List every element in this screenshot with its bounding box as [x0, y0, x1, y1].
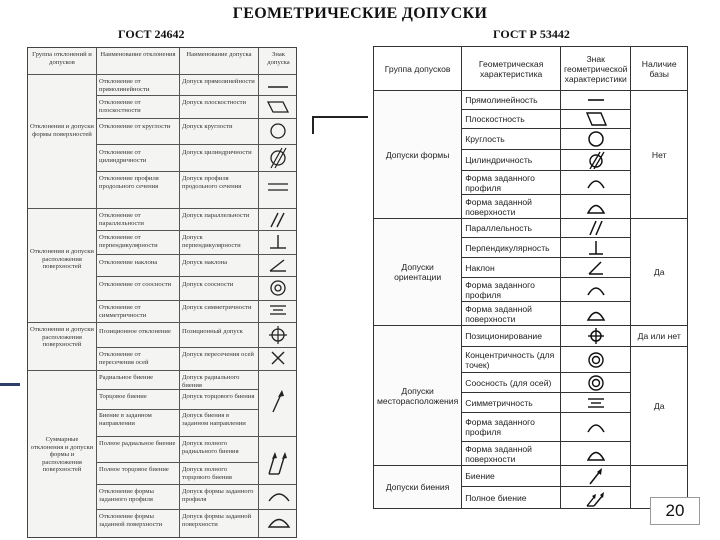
flatness-icon [266, 100, 290, 114]
base-cell: Да или нет [631, 326, 688, 347]
total-runout-icon [266, 450, 292, 478]
characteristic-cell: Форма заданной поверхности [462, 302, 561, 326]
runout-icon [268, 388, 288, 414]
characteristic-cell: Круглость [462, 129, 561, 150]
profile-line-icon [585, 418, 607, 436]
row-divider [97, 436, 296, 437]
row-divider [97, 300, 296, 301]
tolerance-cell: Допуск перпендикулярности [182, 234, 241, 249]
row-divider [97, 462, 259, 463]
group-orientation: Отклонения и допуски расположения поверхностей [30, 248, 94, 270]
group-orientation: Допуски ориентации [374, 219, 462, 326]
header-group: Группа отклонений и допусков [32, 51, 92, 66]
row-divider [97, 95, 296, 96]
tolerance-cell: Допуск соосности [182, 281, 234, 288]
group-total: Суммарные отклонения и допуски формы и расположения поверхностей [30, 436, 94, 473]
axis-intersection-icon [270, 350, 286, 366]
gost-53442-table [373, 46, 688, 509]
page-number: 20 [650, 497, 700, 525]
row-divider [97, 509, 296, 510]
row-divider [97, 230, 296, 231]
left-standard-label: ГОСТ 24642 [118, 27, 185, 41]
header-characteristic: Геометрическая характеристика [462, 47, 561, 91]
characteristic-cell: Полное биение [462, 487, 561, 509]
deviation-cell: Торцовое биение [99, 393, 147, 400]
coaxiality-icon [268, 278, 288, 298]
base-cell: Да [631, 347, 688, 466]
deviation-cell: Отклонение от пересечения осей [99, 351, 149, 366]
profile-surface-icon [585, 305, 607, 323]
characteristic-cell: Концентричность (для точек) [462, 347, 561, 373]
characteristic-cell: Форма заданного профиля [462, 278, 561, 302]
tolerance-cell: Допуск радиального биения [182, 374, 240, 389]
row-divider [97, 389, 259, 390]
deviation-cell: Полное торцовое биение [99, 466, 169, 473]
profile-surface-icon [585, 445, 607, 463]
angularity-icon [585, 259, 607, 277]
tolerance-cell: Допуск торцового биения [182, 393, 255, 400]
decorative-bar [0, 383, 20, 386]
tolerance-cell: Допуск плоскостности [182, 99, 247, 106]
tolerance-cell: Допуск прямолинейности [182, 78, 255, 85]
connector-line [312, 118, 314, 134]
row-divider [97, 118, 296, 119]
base-cell: Да [631, 219, 688, 326]
cylindricity-icon [585, 151, 607, 169]
profile-line-icon [585, 281, 607, 299]
group-divider [28, 322, 296, 323]
deviation-cell: Отклонение от симметричности [99, 304, 147, 319]
header-base: Наличие базы [631, 47, 688, 91]
characteristic-cell: Соосность (для осей) [462, 373, 561, 393]
group-location: Допуски месторасположения [374, 326, 462, 466]
gost-24642-table [27, 47, 297, 538]
straightness-icon [585, 91, 607, 109]
tolerance-cell: Допуск полного торцового биения [182, 466, 232, 481]
symmetry-icon [268, 302, 288, 318]
column-divider [179, 48, 180, 537]
group-location: Отклонения и допуски расположения поверхностей [30, 326, 94, 348]
tolerance-cell: Позиционный допуск [182, 328, 243, 335]
parallelism-icon [585, 219, 607, 237]
connector-line [312, 116, 368, 118]
characteristic-cell: Наклон [462, 258, 561, 278]
deviation-cell: Отклонение от соосности [99, 281, 172, 288]
characteristic-cell: Позиционирование [462, 326, 561, 347]
characteristic-cell: Форма заданной поверхности [462, 195, 561, 219]
circularity-icon [268, 122, 288, 140]
perpendicularity-icon [585, 239, 607, 257]
characteristic-cell: Форма заданного профиля [462, 413, 561, 442]
tolerance-cell: Допуск формы заданного профиля [182, 488, 254, 503]
characteristic-cell: Перпендикулярность [462, 238, 561, 258]
group-divider [28, 208, 296, 209]
angularity-icon [268, 257, 288, 273]
row-divider [97, 409, 259, 410]
parallelism-icon [268, 211, 288, 229]
header-sign: Знак геометрической характеристики [561, 47, 631, 91]
base-cell: Нет [631, 91, 688, 219]
profile-surface-icon [585, 198, 607, 216]
deviation-cell: Отклонение от плоскостности [99, 99, 141, 114]
coaxiality-icon [585, 374, 607, 392]
row-divider [97, 484, 296, 485]
concentricity-icon [585, 351, 607, 369]
characteristic-cell: Цилиндричность [462, 150, 561, 171]
row-divider [97, 347, 296, 348]
deviation-cell: Отклонение наклона [99, 259, 158, 266]
row-divider [97, 254, 296, 255]
tolerance-cell: Допуск параллельности [182, 212, 250, 219]
row-divider [97, 144, 296, 145]
deviation-cell: Отклонение формы заданной поверхности [99, 513, 163, 528]
characteristic-cell: Симметричность [462, 393, 561, 413]
deviation-cell: Отклонение от прямолинейности [99, 78, 150, 93]
characteristic-cell: Прямолинейность [462, 91, 561, 110]
deviation-cell: Отклонение от круглости [99, 123, 171, 130]
tolerance-cell: Допуск формы заданной поверхности [182, 513, 252, 528]
row-divider [97, 276, 296, 277]
row-divider [97, 171, 296, 172]
right-standard-label: ГОСТ Р 53442 [493, 27, 570, 41]
tolerance-cell: Допуск пересечения осей [182, 351, 254, 358]
tolerance-cell: Допуск профиля продольного сечения [182, 175, 242, 190]
deviation-cell: Отклонение от цилиндричности [99, 149, 147, 164]
deviation-cell: Полное радиальное биение [99, 440, 176, 447]
profile-surface-icon [266, 514, 292, 530]
row-divider [28, 74, 296, 75]
header-deviation: Наименование отклонения [100, 51, 176, 58]
characteristic-cell: Параллельность [462, 219, 561, 238]
tolerance-cell: Допуск симметричности [182, 304, 252, 311]
tolerance-cell: Допуск цилиндричности [182, 149, 252, 156]
column-divider [96, 48, 97, 537]
tolerance-cell: Допуск биения в заданном направлении [182, 412, 246, 427]
position-icon [585, 327, 607, 345]
group-form: Допуски формы [374, 91, 462, 219]
characteristic-cell: Плоскостность [462, 110, 561, 129]
straightness-icon [266, 81, 290, 93]
perpendicularity-icon [268, 233, 288, 251]
characteristic-cell: Биение [462, 466, 561, 487]
flatness-icon [585, 110, 607, 128]
deviation-cell: Отклонение формы заданного профиля [99, 488, 154, 503]
column-divider [258, 48, 259, 537]
circularity-icon [585, 130, 607, 148]
header-tolerance: Наименование допуска [186, 51, 252, 58]
deviation-cell: Биение в заданном направлении [99, 412, 152, 427]
deviation-cell: Позиционное отклонение [99, 328, 171, 335]
header-group: Группа допусков [374, 47, 462, 91]
cylindricity-icon [266, 147, 290, 169]
characteristic-cell: Форма заданного профиля [462, 171, 561, 195]
profile-line-icon [585, 174, 607, 192]
deviation-cell: Радиальное биение [99, 374, 154, 381]
tolerance-cell: Допуск наклона [182, 259, 228, 266]
position-icon [268, 325, 288, 345]
runout-icon [585, 467, 607, 485]
characteristic-cell: Форма заданной поверхности [462, 442, 561, 466]
group-form: Отклонения и допуски формы поверхностей [30, 123, 94, 138]
symmetry-icon [585, 394, 607, 412]
profile-line-icon [266, 489, 292, 503]
deviation-cell: Отклонение от перпендикулярности [99, 234, 158, 249]
tolerance-cell: Допуск полного радиального биения [182, 440, 239, 455]
deviation-cell: Отклонение от параллельности [99, 212, 144, 227]
total-runout-icon [585, 489, 607, 507]
slide-title: ГЕОМЕТРИЧЕСКИЕ ДОПУСКИ [232, 5, 488, 22]
group-runout: Допуски биения [374, 466, 462, 509]
group-divider [28, 370, 296, 371]
tolerance-cell: Допуск круглости [182, 123, 233, 130]
profile-section-icon [266, 180, 290, 194]
header-sign: Знак допуска [267, 51, 290, 66]
deviation-cell: Отклонение профиля продольного сечения [99, 175, 159, 190]
